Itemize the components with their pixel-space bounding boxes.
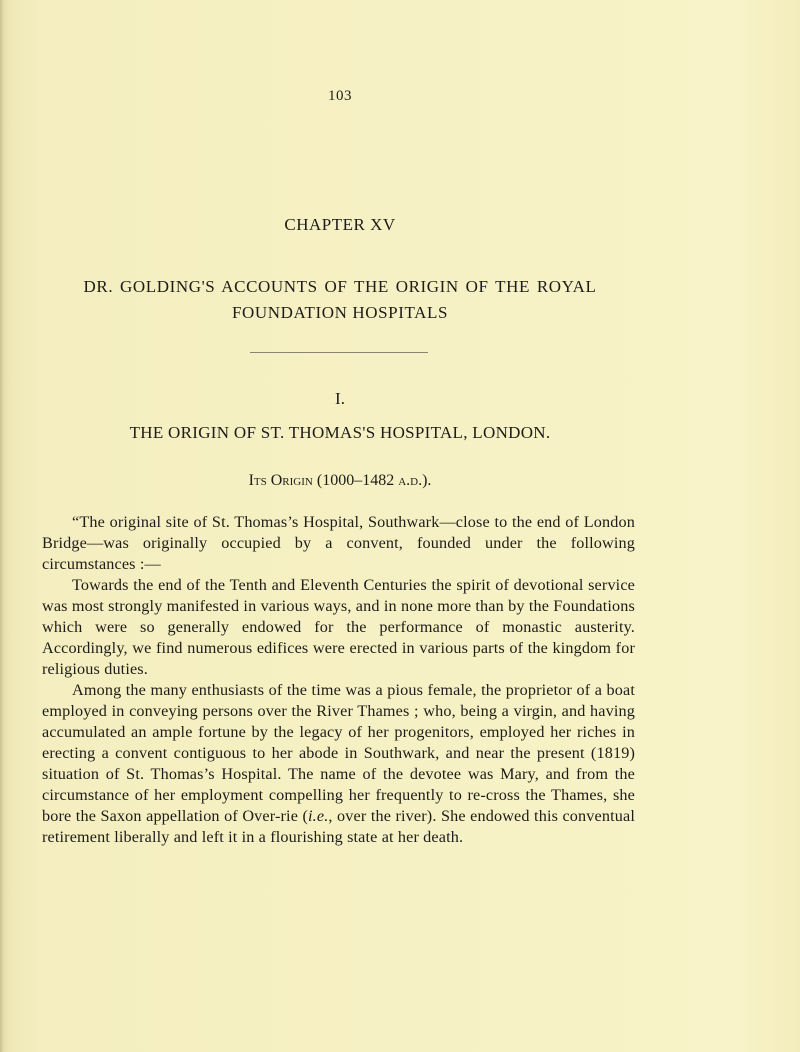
subtitle-end: ). [422, 472, 432, 489]
paragraph-3-italic: i.e. [308, 807, 329, 825]
chapter-heading: CHAPTER XV [284, 215, 396, 234]
subtitle-era: a.d. [398, 472, 423, 489]
paragraph-3 [42, 680, 635, 848]
paragraph-1: “The original site of St. Thomas’s Hospital, Southwark—close to the end of London Bridge—was originally occupied by a convent, founded under the following circumstances :— [42, 513, 635, 573]
chapter-title-line-1: DR. GOLDING'S ACCOUNTS OF THE ORIGIN OF THE ROYAL [83, 277, 597, 296]
subtitle-main: Its Origin [248, 472, 313, 489]
paragraph-2: Towards the end of the Tenth and Eleventh Centuries the spirit of devotional service was most strongly manifested in various ways, and in none more than by the Foundations which were so generally endowed for the performance of monastic austerity. Accordingly, we find numerous edifices were erected in various parts of the kingdom for religious duties. [42, 576, 635, 678]
section-number: I. [335, 389, 345, 408]
body-text [42, 512, 635, 848]
paragraph-3-end: , over the river). She endowed this conventual retirement liberally and left it in a flourishing state at her death. [42, 807, 635, 846]
section-title: THE ORIGIN OF ST. THOMAS'S HOSPITAL, LONDON. [129, 423, 551, 442]
paragraph-3-text: Among the many enthusiasts of the time was a pious female, the proprietor of a boat employed in conveying persons over the River Thames ; who, being a virgin, and having accumulated an ample fortune by the legacy of her progenitors, employed her riches in erecting a convent contiguous to her abode in Southwark, and near the present (1819) situation of St. Thomas’s Hospital. The name of the devotee was Mary, and from the circumstance of her employment compelling her frequently to re-cross the Thames, she bore the Saxon appellation of Over-rie ( [42, 681, 635, 825]
chapter-title-line-2: FOUNDATION HOSPITALS [231, 303, 449, 322]
divider-rule [250, 352, 428, 353]
subtitle-dates: (1000–1482 [312, 472, 399, 489]
section-subtitle [40, 472, 640, 490]
page-number: 103 [328, 88, 352, 104]
